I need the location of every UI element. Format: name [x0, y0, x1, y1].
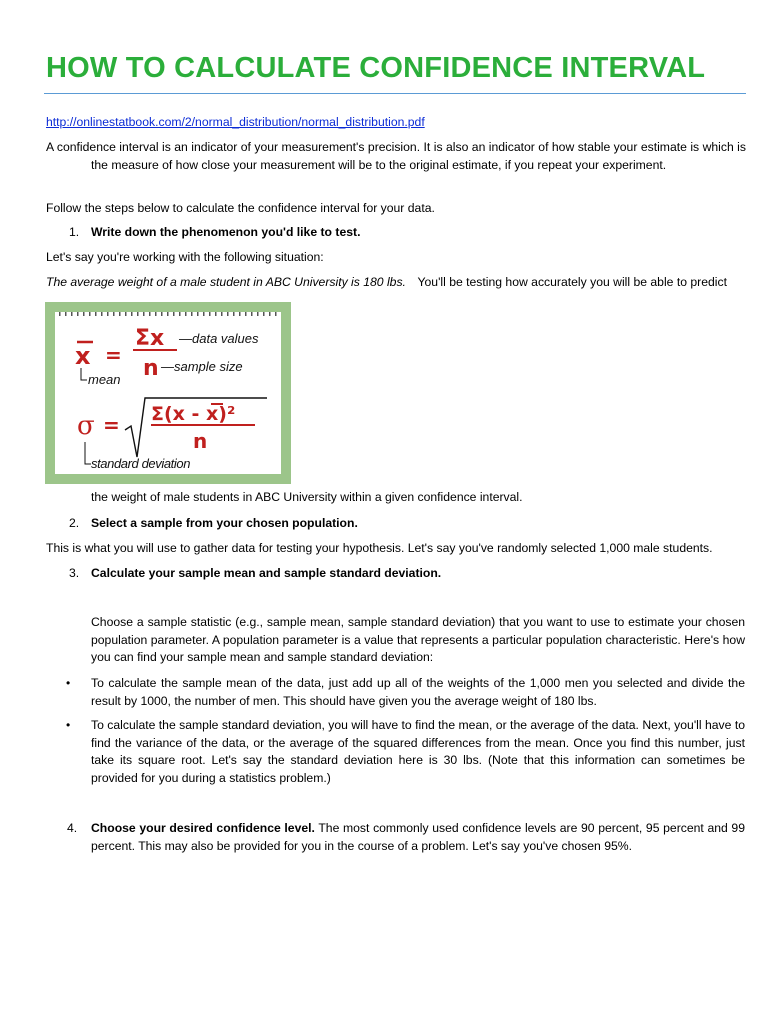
step4-text: The most commonly used confidence levels are 90 percent, 95 percent and 99 percent. This may also be provided for you in the course of a problem. Let's say you've chosen 95%.: [91, 821, 745, 853]
formula-card: [55, 312, 281, 474]
sd-numerator: Σ(x - x)²: [151, 403, 236, 425]
sigma-symbol: σ: [77, 411, 95, 441]
sd-equals-symbol: =: [103, 413, 120, 437]
step2-heading: Select a sample from your chosen population.: [91, 516, 358, 530]
example-italic: The average weight of a male student in ABC University is 180 lbs.: [46, 275, 406, 289]
step4-heading: Choose your desired confidence level.: [91, 821, 315, 835]
bullet-marker-2: •: [66, 718, 71, 732]
page-title: HOW TO CALCULATE CONFIDENCE INTERVAL: [46, 52, 706, 84]
step1-heading: Write down the phenomenon you'd like to test.: [91, 225, 361, 239]
step2-number: 2.: [69, 516, 80, 530]
step2-body: This is what you will use to gather data for testing your hypothesis. Let's say you've randomly selected 1,000 male students.: [46, 541, 713, 555]
step4-number: 4.: [67, 821, 78, 835]
step4-paragraph: [91, 820, 745, 855]
example-continuation: the weight of male students in ABC University within a given confidence interval.: [91, 490, 523, 504]
reference-link[interactable]: http://onlinestatbook.com/2/normal_distribution/normal_distribution.pdf: [46, 115, 425, 129]
situation-text: Let's say you're working with the following situation:: [46, 250, 324, 264]
bullet-item-1: To calculate the sample mean of the data, just add up all of the weights of the 1,000 men you selected and divide the result by 1000, the number of men. This should have given you the average weight of 180 lbs.: [91, 676, 745, 708]
intro-paragraph: [46, 139, 746, 174]
equals-symbol: =: [105, 343, 122, 367]
bullet-marker-1: •: [66, 676, 71, 690]
standard-deviation-label: standard deviation: [91, 456, 191, 471]
data-values-label: —data values: [179, 331, 259, 346]
step3-number: 3.: [69, 566, 80, 580]
follow-steps-text: Follow the steps below to calculate the confidence interval for your data.: [46, 201, 435, 215]
binding-dots: [59, 312, 277, 316]
formula-graphic: [55, 312, 281, 474]
title-underline: [44, 93, 746, 94]
data-values-text: data values: [192, 331, 259, 346]
example-rest: You'll be testing how accurately you will be able to predict: [417, 275, 727, 289]
sd-n-symbol: n: [193, 429, 208, 453]
sample-size-text: sample size: [174, 359, 243, 374]
example-line: [46, 274, 727, 291]
sum-x-symbol: Σx: [135, 326, 165, 351]
n-symbol: n: [143, 356, 159, 381]
step1-number: 1.: [69, 225, 80, 239]
sample-size-label: —sample size: [161, 359, 243, 374]
formula-figure: [45, 302, 291, 484]
mean-label: mean: [88, 372, 121, 387]
step3-body: Choose a sample statistic (e.g., sample mean, sample standard deviation) that you want to use to estimate your chosen population parameter. A population parameter is a value that represents a particular population characteristic. Here's how you can find your sample mean and sample standard deviation:: [91, 615, 745, 664]
xbar-symbol: x: [75, 342, 91, 370]
bullet-item-2: To calculate the sample standard deviation, you will have to find the mean, or the average of the data. Next, you'll have to find the variance of the data, or the average of the squared differences from the mean. Once you find this number, just take its square root. Let's say the standard deviation here is 30 lbs. (Note that this information can sometimes be provided for you during a statistics problem.): [91, 718, 745, 785]
step3-heading: Calculate your sample mean and sample standard deviation.: [91, 566, 442, 580]
intro-text: A confidence interval is an indicator of your measurement's precision. It is also an indicator of how stable your estimate is which is the measure of how close your measurement will be to the original estimate, if you repeat your experiment.: [46, 140, 746, 172]
